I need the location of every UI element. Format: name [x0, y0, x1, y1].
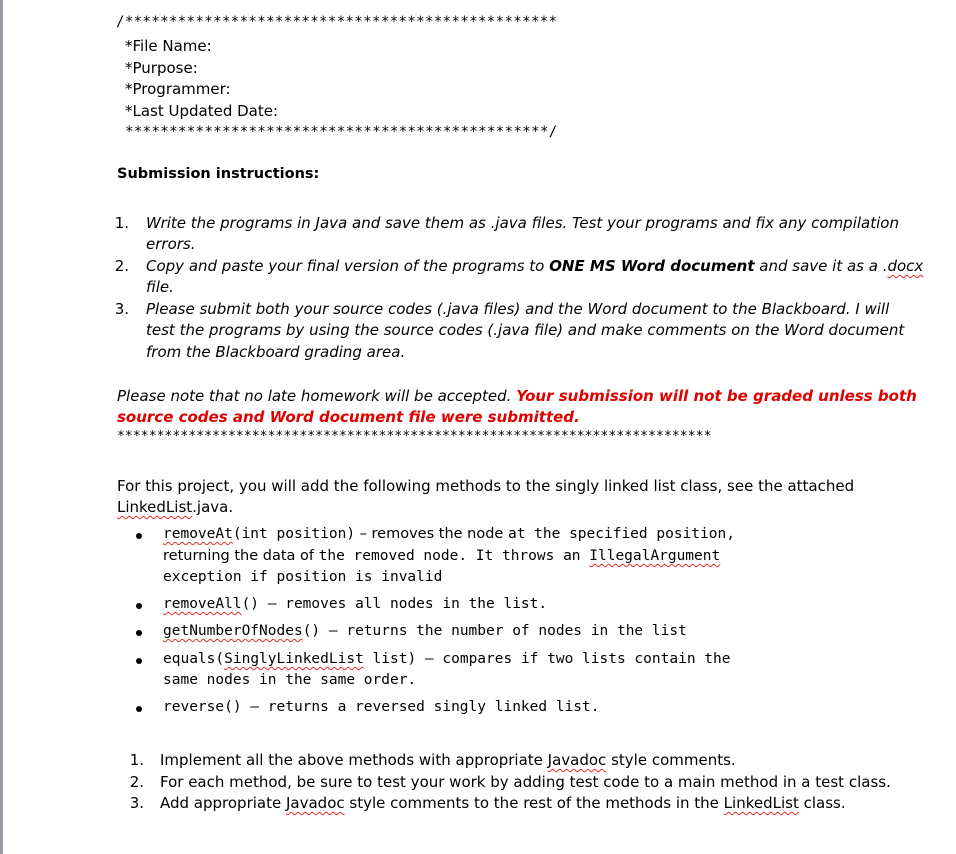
submission-item-1-line-1: Write the programs in Java and save them as .java files. Test your programs and fix any compilation: [146, 214, 899, 232]
task-3-text: Add appropriate Javadoc style comments to the rest of the methods in the LinkedList class.: [160, 794, 846, 812]
method-reverse: reverse() – returns a reversed singly linked list.: [163, 699, 600, 715]
submission-item-3-number: 3.: [114, 300, 129, 318]
submission-heading: Submission instructions:: [117, 166, 320, 182]
field-purpose: *Purpose:: [125, 59, 198, 77]
bullet-icon: [136, 603, 142, 609]
method-remove-at-line-2: returning the data of the removed node. It throws an IllegalArgument: [163, 548, 721, 564]
field-last-updated: *Last Updated Date:: [125, 102, 279, 120]
field-programmer: *Programmer:: [125, 80, 231, 98]
submission-item-1-number: 1.: [114, 214, 129, 232]
task-1-number: 1.: [129, 751, 144, 769]
task-2-number: 2.: [129, 773, 144, 791]
project-intro-line-1: For this project, you will add the following methods to the singly linked list class, see the attached: [117, 477, 855, 495]
field-file-name: *File Name:: [125, 37, 212, 55]
submission-item-2-line-2: file.: [146, 278, 174, 296]
submission-item-3-line-3: from the Blackboard grading area.: [146, 343, 406, 361]
comment-close-line: ************************************************/: [125, 124, 558, 140]
late-policy-warning: source codes and Word document file were submitted.: [117, 408, 580, 426]
submission-item-3-line-1: Please submit both your source codes (.java files) and the Word document to the Blackboard. I will: [146, 300, 890, 318]
method-equals-line-2: same nodes in the same order.: [163, 672, 417, 688]
method-remove-at-line-3: exception if position is invalid: [163, 569, 443, 585]
bullet-icon: [136, 533, 142, 539]
method-equals-line-1: equals(SinglyLinkedList list) – compares if two lists contain the: [163, 651, 731, 667]
task-3-number: 3.: [129, 794, 144, 812]
submission-item-1-line-2: errors.: [146, 235, 196, 253]
bullet-icon: [136, 658, 142, 664]
method-remove-all: removeAll() – removes all nodes in the list.: [163, 596, 548, 612]
task-1-text: Implement all the above methods with appropriate Javadoc style comments.: [160, 751, 736, 769]
method-remove-at-line-1: removeAt(int position) – removes the node at the specified position,: [163, 526, 735, 542]
section-divider: ***************************************************************************: [117, 429, 712, 444]
submission-item-2-number: 2.: [114, 257, 129, 275]
bullet-icon: [136, 706, 142, 712]
comment-open-line: /*************************************************: [116, 14, 558, 30]
submission-item-3-line-2: test the programs by using the source codes (.java file) and make comments on the Word document: [146, 321, 905, 339]
task-2-text: For each method, be sure to test your work by adding test code to a main method in a test class.: [160, 773, 891, 791]
bullet-icon: [136, 630, 142, 636]
method-get-number-of-nodes: getNumberOfNodes() – returns the number of nodes in the list: [163, 623, 687, 639]
submission-item-2-line-1: Copy and paste your final version of the programs to ONE MS Word document and save it as a .docx: [146, 257, 924, 275]
late-policy-note: Please note that no late homework will be accepted. Your submission will not be graded unless both: [117, 387, 917, 405]
project-intro-line-2: LinkedList.java.: [117, 498, 234, 516]
